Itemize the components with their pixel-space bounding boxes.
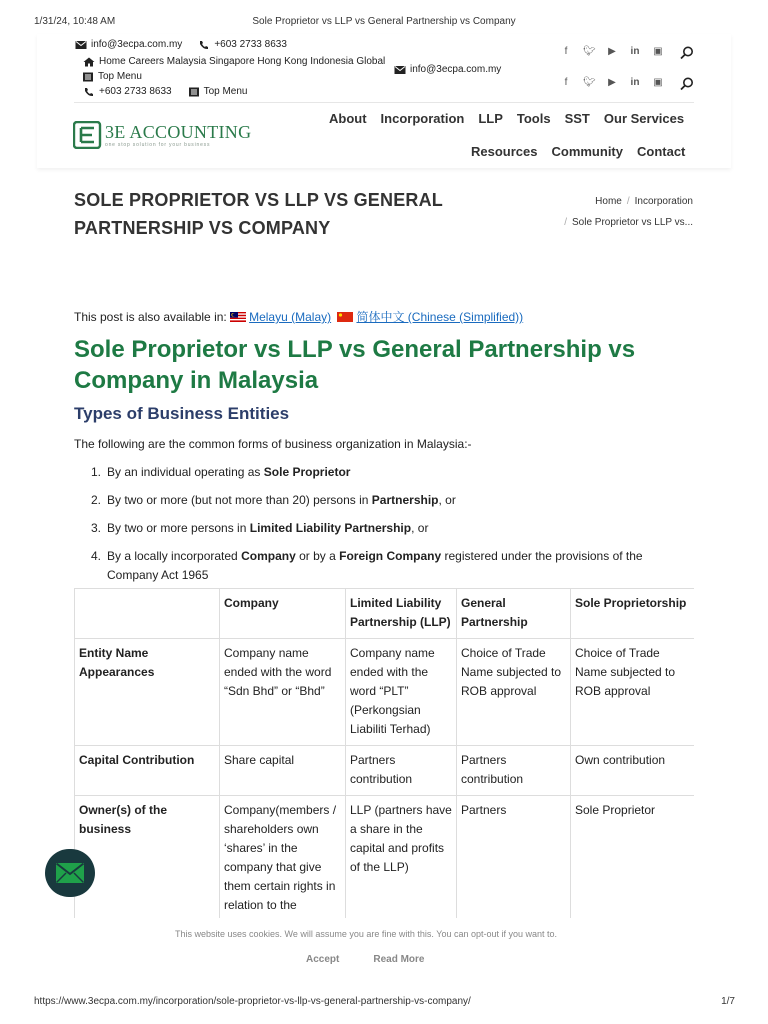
header-divider	[74, 102, 694, 103]
nav-item-resources[interactable]: Resources	[471, 144, 538, 159]
table-cell: Choice of Trade Name subjected to ROB approval	[571, 639, 695, 746]
email-icon	[75, 40, 87, 50]
comparison-table	[74, 588, 694, 918]
intro-paragraph: The following are the common forms of business organization in Malaysia:-	[74, 437, 472, 451]
cookie-actions	[306, 954, 424, 965]
table-row-header: Entity Name Appearances	[75, 639, 220, 746]
menu-list-icon	[188, 87, 200, 97]
language-availability	[74, 308, 523, 325]
topbar-top-menu-2[interactable]: Top Menu	[203, 86, 248, 97]
table-cell: Company(members / shareholders own ‘shares’ in the company that give them certain rights in relation to the	[220, 796, 346, 919]
table-cell: Share capital	[220, 746, 346, 796]
article-heading: Sole Proprietor vs LLP vs General Partnership vs Company in Malaysia	[74, 336, 636, 394]
table-cell: Company name ended with the word “PLT” (Perkongsian Liabiliti Terhad)	[346, 639, 457, 746]
floating-email-button[interactable]	[45, 849, 95, 897]
print-url: https://www.3ecpa.com.my/incorporation/sole-proprietor-vs-llp-vs-general-partnership-vs-company/	[34, 996, 471, 1007]
social-links-row-1	[560, 46, 664, 57]
site-header	[37, 34, 731, 168]
table-cell: Partners	[457, 796, 571, 919]
print-document-title: Sole Proprietor vs LLP vs General Partnership vs Company	[252, 16, 516, 27]
cookie-read-more-button[interactable]: Read More	[373, 954, 425, 965]
table-header-cell	[75, 589, 220, 639]
entity-list	[74, 463, 694, 594]
table-header-cell: Company	[220, 589, 346, 639]
menu-list-icon	[82, 72, 94, 82]
table-row-header: Owner(s) of the business	[75, 796, 220, 919]
cookie-accept-button[interactable]: Accept	[306, 954, 340, 965]
nav-item-about[interactable]: About	[329, 111, 367, 126]
search-icon[interactable]	[680, 46, 694, 60]
table-header-cell: General Partnership	[457, 589, 571, 639]
topbar-email-row-2	[394, 64, 501, 75]
main-nav-row-2	[471, 144, 685, 159]
table-cell: LLP (partners have a share in the capital and profits of the LLP)	[346, 796, 457, 919]
china-flag-icon	[337, 312, 353, 322]
site-logo[interactable]	[73, 121, 251, 149]
nav-item-sst[interactable]: SST	[564, 111, 590, 126]
lang-link-chinese[interactable]: 简体中文 (Chinese (Simplified))	[356, 310, 524, 324]
envelope-icon	[55, 862, 85, 884]
facebook-icon[interactable]: f	[564, 77, 568, 88]
print-page-number: 1/7	[721, 996, 735, 1007]
linkedin-icon[interactable]: in	[630, 77, 640, 88]
topbar-email-link[interactable]: info@3ecpa.com.my	[91, 39, 183, 50]
topbar-site-links[interactable]: Home Careers Malaysia Singapore Hong Kong Indonesia Global	[99, 56, 386, 67]
list-item: 4. By a locally incorporated Company or by a Foreign Company registered under the provisions of the Company Act 1965	[90, 549, 643, 582]
table-header-row	[75, 589, 695, 639]
topbar-menu-row	[82, 71, 142, 82]
malaysia-flag-icon	[230, 312, 246, 322]
table-row-header: Capital Contribution	[75, 746, 220, 796]
table-cell: Partners contribution	[457, 746, 571, 796]
lang-link-malay[interactable]: Melayu (Malay)	[249, 310, 332, 324]
topbar-phone-row-2	[83, 86, 248, 97]
logo-mark-icon	[73, 121, 103, 149]
email-icon	[394, 65, 406, 75]
nav-item-contact[interactable]: Contact	[636, 144, 686, 159]
cookie-message: This website uses cookies. We will assume you are fine with this. You can opt-out if you want to.	[174, 929, 558, 939]
topbar-email-link-2[interactable]: info@3ecpa.com.my	[410, 64, 502, 75]
table-header-cell: Limited Liability Partnership (LLP)	[346, 589, 457, 639]
logo-tagline: one stop solution for your business	[105, 141, 211, 148]
table-header-cell: Sole Proprietorship	[571, 589, 695, 639]
table-cell: Sole Proprietor	[571, 796, 695, 919]
logo-wordmark: 3E ACCOUNTING	[105, 121, 252, 142]
breadcrumb-home[interactable]: Home	[595, 196, 622, 207]
phone-icon	[198, 40, 210, 50]
table-cell: Partners contribution	[346, 746, 457, 796]
nav-item-our-services[interactable]: Our Services	[603, 111, 685, 126]
topbar-phone-link[interactable]: +603 2733 8633	[214, 39, 287, 50]
nav-item-tools[interactable]: Tools	[516, 111, 551, 126]
breadcrumb	[540, 196, 693, 228]
instagram-icon[interactable]: ▣	[653, 46, 663, 57]
table-row	[75, 746, 695, 796]
topbar-top-menu[interactable]: Top Menu	[98, 71, 142, 82]
instagram-icon[interactable]: ▣	[653, 77, 663, 88]
page-title: SOLE PROPRIETOR VS LLP VS GENERAL PARTNERSHIP VS COMPANY	[74, 190, 443, 238]
nav-item-llp[interactable]: LLP	[478, 111, 503, 126]
twitter-icon[interactable]: 🐦︎	[583, 46, 596, 57]
breadcrumb-incorporation[interactable]: Incorporation	[634, 196, 693, 207]
youtube-icon[interactable]: ▶	[608, 77, 616, 88]
table-cell: Choice of Trade Name subjected to ROB approval	[457, 639, 571, 746]
table-row	[75, 639, 695, 746]
topbar-links-row	[83, 56, 385, 67]
comparison-table-wrapper	[74, 588, 694, 918]
nav-item-incorporation[interactable]: Incorporation	[380, 111, 465, 126]
print-datetime: 1/31/24, 10:48 AM	[34, 16, 116, 27]
phone-icon	[83, 87, 95, 97]
twitter-icon[interactable]: 🐦︎	[583, 77, 596, 88]
breadcrumb-separator: /	[564, 217, 568, 228]
facebook-icon[interactable]: f	[564, 46, 568, 57]
search-icon[interactable]	[680, 77, 694, 91]
table-row	[75, 796, 695, 919]
youtube-icon[interactable]: ▶	[608, 46, 616, 57]
breadcrumb-separator: /	[626, 196, 630, 207]
breadcrumb-current: Sole Proprietor vs LLP vs...	[572, 217, 693, 228]
list-item: 3. By two or more persons in Limited Liability Partnership, or	[90, 521, 429, 535]
home-icon	[83, 57, 95, 67]
section-heading: Types of Business Entities	[74, 404, 290, 423]
topbar-contact-row	[75, 39, 287, 50]
nav-item-community[interactable]: Community	[551, 144, 623, 159]
table-cell: Company name ended with the word “Sdn Bhd” or “Bhd”	[220, 639, 346, 746]
table-cell: Own contribution	[571, 746, 695, 796]
topbar-phone-link-2[interactable]: +603 2733 8633	[99, 86, 172, 97]
availability-prefix: This post is also available in:	[74, 310, 227, 324]
list-item: 1. By an individual operating as Sole Proprietor	[90, 465, 351, 479]
main-nav-row-1	[329, 111, 684, 126]
social-links-row-2	[560, 77, 664, 88]
cookie-banner	[0, 918, 768, 980]
list-item: 2. By two or more (but not more than 20) persons in Partnership, or	[90, 493, 456, 507]
linkedin-icon[interactable]: in	[630, 46, 640, 57]
